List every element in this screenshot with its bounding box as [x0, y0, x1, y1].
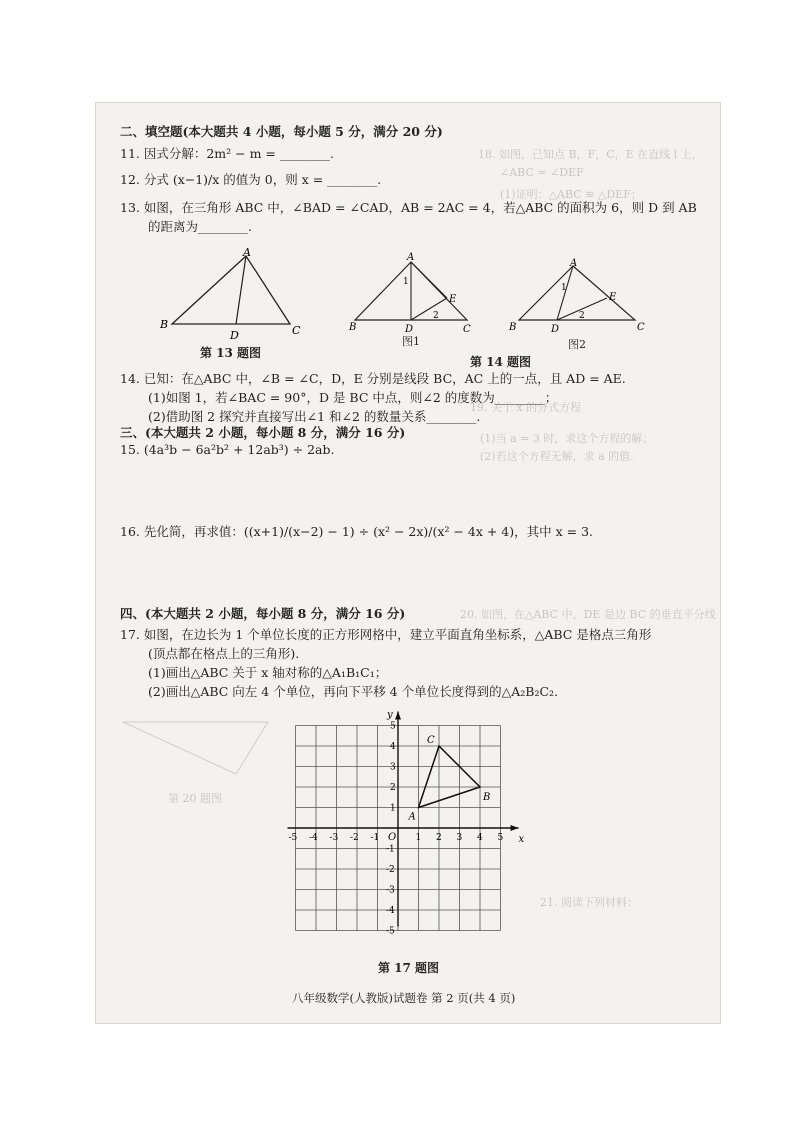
x-axis-arrow — [511, 825, 519, 831]
question-15: 15. (4a³b − 6a²b² + 12ab³) ÷ 2ab. — [120, 442, 335, 457]
figure-14-1 — [345, 250, 485, 345]
y-tick-label: 1 — [390, 803, 396, 814]
svg-text:A: A — [407, 252, 415, 263]
triangle-abc — [419, 746, 481, 808]
y-tick-label: 2 — [390, 783, 396, 793]
section-heading: 三、(本大题共 2 小题，每小题 8 分，满分 16 分) — [120, 425, 406, 440]
y-tick-label: -4 — [386, 906, 395, 916]
svg-text:E: E — [449, 294, 457, 305]
svg-text:A: A — [570, 258, 578, 269]
x-tick-label: -3 — [329, 833, 339, 843]
bleed-text: 19. 关于 x 的分式方程 — [470, 401, 582, 414]
question-17-part2: (2)画出△ABC 向左 4 个单位，再向下平移 4 个单位长度得到的△A₂B₂C₂. — [148, 684, 558, 699]
question-17: 17. 如图，在边长为 1 个单位长度的正方形网格中，建立平面直角坐标系，△ABC 是格点三角形 — [120, 627, 652, 642]
bleed-text: (2)若这个方程无解，求 a 的值. — [480, 450, 634, 463]
coordinate-grid — [290, 700, 530, 945]
question-13-cont: 的距离为________. — [148, 219, 252, 234]
figure-14-caption: 第 14 题图 — [470, 355, 532, 369]
bleed-figure — [118, 710, 278, 780]
figure-14-sub1: 图1 — [402, 335, 420, 348]
question-11: 11. 因式分解：2m² − m = ________. — [120, 146, 334, 161]
svg-text:C: C — [637, 322, 645, 333]
x-tick-label: -1 — [370, 833, 380, 843]
bleed-text: 18. 如图，已知点 B，F，C，E 在直线 l 上， — [478, 148, 703, 161]
y-axis-label: y — [387, 709, 393, 721]
question-14-part1: (1)如图 1，若∠BAC = 90°，D 是 BC 中点，则∠2 的度数为________； — [148, 390, 558, 405]
y-tick-label: 3 — [390, 762, 396, 773]
section-heading: 四、(本大题共 2 小题，每小题 8 分，满分 16 分) — [120, 606, 406, 621]
bleed-text: ∠ABC = ∠DEF — [500, 166, 584, 179]
figure-14-sub2: 图2 — [568, 338, 586, 351]
vertex-label-c: C — [427, 735, 435, 746]
y-tick-label: -1 — [386, 844, 395, 855]
svg-text:1: 1 — [561, 283, 567, 293]
svg-text:D: D — [551, 324, 560, 335]
question-12: 12. 分式 (x−1)/x 的值为 0，则 x = ________. — [120, 172, 382, 187]
x-tick-label: -2 — [350, 833, 359, 843]
question-17-cont: (顶点都在格点上的三角形). — [148, 646, 300, 661]
svg-text:2: 2 — [433, 311, 439, 321]
x-tick-label: 1 — [415, 833, 422, 843]
page-footer: 八年级数学(人教版)试题卷 第 2 页(共 4 页) — [292, 991, 516, 1005]
svg-text:A: A — [243, 246, 251, 259]
bleed-text: 第 20 题图 — [168, 792, 222, 805]
x-axis-label: x — [518, 834, 525, 845]
x-tick-label: -4 — [309, 833, 318, 843]
question-14-part2: (2)借助图 2 探究并直接写出∠1 和∠2 的数量关系________. — [148, 409, 481, 424]
question-17-part1: (1)画出△ABC 关于 x 轴对称的△A₁B₁C₁； — [148, 665, 388, 680]
svg-text:C: C — [463, 324, 471, 335]
origin-label: O — [388, 832, 397, 843]
y-tick-label: -3 — [386, 885, 395, 896]
y-tick-label: -5 — [386, 926, 395, 937]
svg-text:C: C — [292, 324, 301, 337]
vertex-label-b: B — [483, 792, 491, 803]
question-13: 13. 如图，在三角形 ABC 中，∠BAD = ∠CAD，AB = 2AC = 4，若△ABC 的面积为 6，则 D 到 AB — [120, 200, 697, 215]
figure-13 — [150, 246, 310, 356]
svg-text:D: D — [405, 324, 414, 335]
section-heading: 二、填空题(本大题共 4 小题，每小题 5 分，满分 20 分) — [120, 124, 443, 139]
bleed-text: 20. 如图，在△ABC 中，DE 是边 BC 的垂直平分线 — [460, 608, 716, 621]
svg-text:B: B — [160, 318, 169, 331]
x-tick-label: -5 — [288, 833, 298, 843]
y-tick-label: 4 — [390, 742, 396, 752]
svg-text:2: 2 — [579, 311, 585, 321]
svg-text:B: B — [349, 322, 357, 333]
y-tick-label: 5 — [390, 721, 396, 732]
x-tick-label: 3 — [456, 833, 463, 843]
svg-text:D: D — [230, 329, 239, 342]
figure-14-2 — [507, 258, 652, 343]
figure-13-caption: 第 13 题图 — [200, 346, 262, 360]
svg-text:E: E — [609, 292, 617, 303]
y-tick-label: -2 — [386, 865, 395, 875]
x-tick-label: 5 — [497, 833, 504, 843]
question-14: 14. 已知：在△ABC 中，∠B = ∠C，D，E 分别是线段 BC，AC 上的一点，且 AD = AE. — [120, 371, 626, 386]
figure-17-caption: 第 17 题图 — [378, 961, 440, 975]
x-tick-label: 2 — [436, 833, 442, 843]
bleed-text: (1)证明：△ABC ≌ △DEF； — [500, 188, 642, 201]
question-16: 16. 先化简，再求值：((x+1)/(x−2) − 1) ÷ (x² − 2x)/(x² − 4x + 4)，其中 x = 3. — [120, 524, 593, 539]
svg-text:B: B — [509, 322, 517, 333]
vertex-label-a: A — [408, 811, 416, 823]
bleed-text: (1)当 a = 3 时，求这个方程的解； — [480, 432, 654, 445]
bleed-text: 21. 阅读下列材料： — [540, 896, 638, 909]
svg-text:1: 1 — [403, 277, 409, 287]
x-tick-label: 4 — [477, 833, 483, 843]
y-axis-arrow — [395, 712, 401, 720]
